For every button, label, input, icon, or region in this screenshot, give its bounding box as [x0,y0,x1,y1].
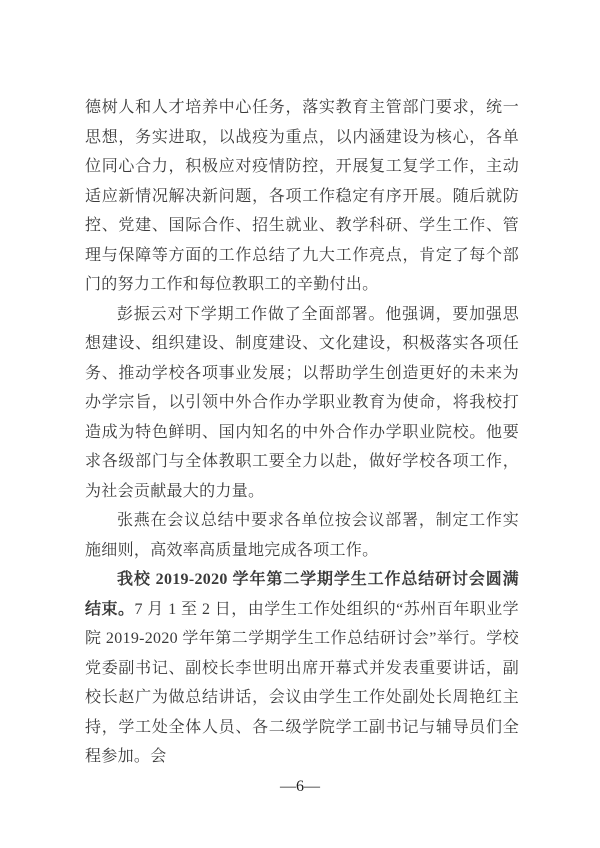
paragraph-4-text: 7 月 1 至 2 日，由学生工作处组织的“苏州百年职业学院 2019-2020 学年第二学期学生工作总结研讨会”举行。学校党委副书记、副校长李世明出席开幕式并发表重要讲话，副校长赵广为做总结讲话，会议由学生工作处副处长周艳红主持，学工处全体人员、各二级学院学工副书记与辅导员们全程参加。会 [85,600,519,765]
paragraph-2: 彭振云对下学期工作做了全面部署。他强调，要加强思想建设、组织建设、制度建设、文化建设，积极落实各项任务、推动学校各项事业发展；以帮助学生创造更好的未来为办学宗旨，以引领中外合作办学职业教育为使命，将我校打造成为特色鲜明、国内知名的中外合作办学职业院校。他要求各级部门与全体教职工要全力以赴，做好学校各项工作，为社会贡献最大的力量。 [85,305,519,500]
paragraph-4 [85,565,519,772]
paragraph-3: 张燕在会议总结中要求各单位按会议部署，制定工作实施细则，高效率高质量地完成各项工作。 [85,512,519,559]
document-body [85,93,519,772]
page-number: —6— [280,778,320,795]
paragraph-4-bold-lead: 我校 2019-2020 学年第二学期学生工作总结研讨会圆满结束。 [85,571,519,618]
paragraph-1: 德树人和人才培养中心任务，落实教育主管部门要求，统一思想，务实进取，以战疫为重点，以内涵建设为核心，各单位同心合力，积极应对疫情防控，开展复工复学工作，主动适应新情况解决新问题，各项工作稳定有序开展。随后就防控、党建、国际合作、招生就业、教学科研、学生工作、管理与保障等方面的工作总结了九大工作亮点，肯定了每个部门的努力工作和每位教职工的辛勤付出。 [85,99,519,293]
